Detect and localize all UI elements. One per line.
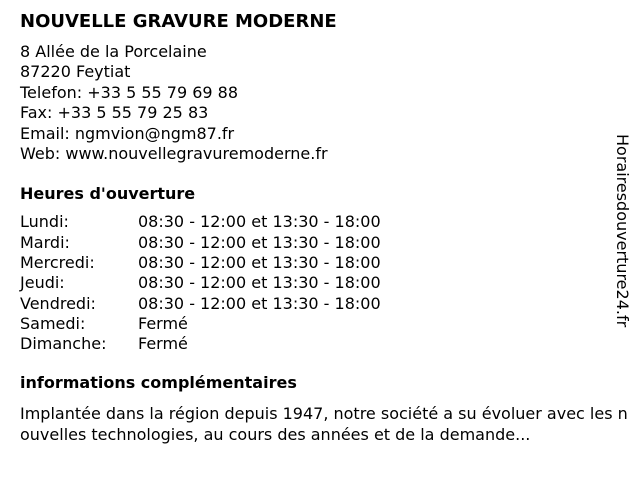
hours-row-saturday: [20, 314, 620, 334]
day-hours: 08:30 - 12:00 et 13:30 - 18:00: [138, 212, 381, 232]
day-label: Vendredi:: [20, 293, 96, 313]
hours-row-wednesday: [20, 253, 620, 273]
hours-row-friday: [20, 294, 620, 314]
day-label: Samedi:: [20, 313, 86, 333]
day-hours: 08:30 - 12:00 et 13:30 - 18:00: [138, 273, 381, 293]
hours-row-tuesday: [20, 233, 620, 253]
day-hours: Fermé: [138, 313, 188, 333]
day-label: Mardi:: [20, 232, 70, 252]
address-block: [20, 42, 620, 164]
day-label: Lundi:: [20, 212, 69, 232]
hours-row-monday: [20, 212, 620, 232]
day-label: Mercredi:: [20, 253, 95, 273]
day-hours: 08:30 - 12:00 et 13:30 - 18:00: [138, 232, 381, 252]
day-hours: 08:30 - 12:00 et 13:30 - 18:00: [138, 253, 381, 273]
business-name: NOUVELLE GRAVURE MODERNE: [20, 11, 337, 32]
site-watermark: Horairesdouverture24.fr: [613, 134, 632, 328]
email-address: Email: ngmvion@ngm87.fr: [20, 123, 235, 143]
additional-info-heading: informations complémentaires: [20, 372, 297, 392]
address-city: 87220 Feytiat: [20, 62, 131, 82]
business-description: Implantée dans la région depuis 1947, notre société a su évoluer avec les nouvelles technologies, au cours des années et de la demande...: [20, 403, 628, 444]
address-street: 8 Allée de la Porcelaine: [20, 42, 207, 61]
hours-row-thursday: [20, 273, 620, 293]
day-label: Dimanche:: [20, 334, 107, 354]
website-address: Web: www.nouvellegravuremoderne.fr: [20, 144, 328, 164]
day-hours: 08:30 - 12:00 et 13:30 - 18:00: [138, 293, 381, 313]
opening-hours-heading: Heures d'ouverture: [20, 184, 196, 204]
fax-number: Fax: +33 5 55 79 25 83: [20, 103, 209, 123]
phone-number: Telefon: +33 5 55 79 69 88: [20, 82, 239, 102]
opening-hours-table: [20, 212, 620, 354]
day-hours: Fermé: [138, 334, 188, 354]
hours-row-sunday: [20, 334, 620, 354]
day-label: Jeudi:: [20, 273, 65, 293]
